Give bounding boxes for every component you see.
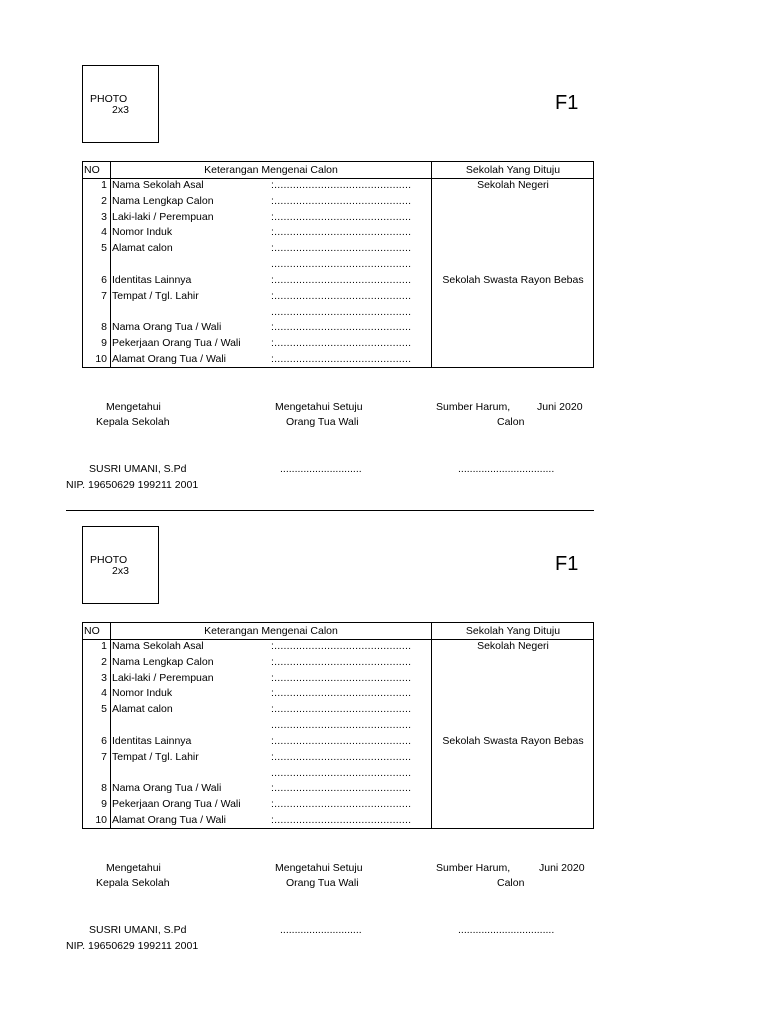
row-label: Identitas Lainnya	[112, 735, 192, 747]
row-number: 9	[101, 337, 107, 349]
row-number: 4	[101, 687, 107, 699]
row-number: 7	[101, 751, 107, 763]
school-option-public: Sekolah Negeri	[477, 640, 549, 652]
form-code: F1	[555, 553, 579, 575]
table-row	[83, 320, 593, 336]
photo-placeholder	[82, 65, 159, 143]
signature-label-acknowledge: Mengetahui	[106, 401, 161, 413]
principal-name: SUSRI UMANI, S.Pd	[89, 463, 187, 475]
row-number: 10	[95, 353, 107, 365]
signature-label-principal: Kepala Sekolah	[96, 877, 170, 889]
row-label: Nama Orang Tua / Wali	[112, 782, 222, 794]
row-label: Nama Sekolah Asal	[112, 640, 204, 652]
table-row	[83, 797, 593, 813]
row-number: 3	[101, 672, 107, 684]
signature-label-guardian: Orang Tua Wali	[286, 416, 359, 428]
row-label: Laki-laki / Perempuan	[112, 672, 214, 684]
signature-place: Sumber Harum,	[436, 862, 511, 874]
header-info: Keterangan Mengenai Calon	[204, 625, 338, 637]
fill-in-dots[interactable]: :............................................	[271, 735, 412, 747]
signature-place: Sumber Harum,	[436, 401, 511, 413]
signature-label-candidate: Calon	[497, 877, 525, 889]
fill-in-dots[interactable]: :............................................	[271, 321, 412, 333]
row-label: Laki-laki / Perempuan	[112, 211, 214, 223]
registration-form-2	[0, 461, 768, 952]
fill-in-dots[interactable]: :............................................	[271, 687, 412, 699]
signature-label-approve: Mengetahui Setuju	[275, 862, 363, 874]
header-school: Sekolah Yang Dituju	[465, 164, 561, 176]
row-label: Nomor Induk	[112, 687, 173, 699]
row-label: Nama Lengkap Calon	[112, 656, 214, 668]
row-number: 9	[101, 798, 107, 810]
fill-in-dots[interactable]: .............................................	[271, 767, 412, 779]
fill-in-dots[interactable]: :............................................	[271, 640, 412, 652]
row-label: Nama Orang Tua / Wali	[112, 321, 222, 333]
row-number: 4	[101, 226, 107, 238]
table-row	[83, 241, 593, 257]
header-info: Keterangan Mengenai Calon	[204, 164, 338, 176]
row-label: Alamat calon	[112, 242, 173, 254]
fill-in-dots[interactable]: :............................................	[271, 179, 412, 191]
row-number: 10	[95, 814, 107, 826]
row-number: 8	[101, 782, 107, 794]
fill-in-dots[interactable]: :............................................	[271, 782, 412, 794]
header-no: NO	[84, 164, 100, 176]
candidate-signature-line[interactable]: .................................	[458, 463, 555, 475]
table-row	[83, 194, 593, 210]
row-label: Alamat Orang Tua / Wali	[112, 353, 226, 365]
fill-in-dots[interactable]: :............................................	[271, 353, 412, 365]
fill-in-dots[interactable]: .............................................	[271, 306, 412, 318]
fill-in-dots[interactable]: :............................................	[271, 798, 412, 810]
table-row	[83, 655, 593, 671]
table-row	[83, 305, 593, 321]
fill-in-dots[interactable]: :............................................	[271, 337, 412, 349]
table-row	[83, 718, 593, 734]
row-number: 6	[101, 735, 107, 747]
header-no: NO	[84, 625, 100, 637]
table-row	[83, 686, 593, 702]
principal-nip: NIP. 19650629 199211 2001	[66, 940, 199, 952]
fill-in-dots[interactable]: :............................................	[271, 703, 412, 715]
table-row	[83, 225, 593, 241]
row-label: Tempat / Tgl. Lahir	[112, 751, 199, 763]
fill-in-dots[interactable]: :............................................	[271, 226, 412, 238]
fill-in-dots[interactable]: :............................................	[271, 290, 412, 302]
signature-label-guardian: Orang Tua Wali	[286, 877, 359, 889]
row-label: Identitas Lainnya	[112, 274, 192, 286]
fill-in-dots[interactable]: :............................................	[271, 274, 412, 286]
row-number: 2	[101, 656, 107, 668]
table-row	[83, 289, 593, 305]
school-option-private: Sekolah Swasta Rayon Bebas	[442, 274, 584, 286]
fill-in-dots[interactable]: .............................................	[271, 258, 412, 270]
signature-label-principal: Kepala Sekolah	[96, 416, 170, 428]
signature-date: Juni 2020	[537, 401, 583, 413]
guardian-signature-line[interactable]: ............................	[280, 463, 362, 475]
fill-in-dots[interactable]: :............................................	[271, 672, 412, 684]
row-number: 6	[101, 274, 107, 286]
principal-nip: NIP. 19650629 199211 2001	[66, 479, 199, 491]
row-number: 8	[101, 321, 107, 333]
row-label: Nama Lengkap Calon	[112, 195, 214, 207]
photo-size-label: 2x3	[112, 565, 129, 577]
photo-label: PHOTO	[90, 93, 128, 105]
signature-label-acknowledge: Mengetahui	[106, 862, 161, 874]
candidate-table	[82, 622, 594, 829]
table-row	[83, 781, 593, 797]
guardian-signature-line[interactable]: ............................	[280, 924, 362, 936]
table-row	[83, 352, 593, 368]
row-number: 5	[101, 703, 107, 715]
table-row	[83, 702, 593, 718]
row-label: Nama Sekolah Asal	[112, 179, 204, 191]
fill-in-dots[interactable]: :............................................	[271, 195, 412, 207]
photo-placeholder	[82, 526, 159, 604]
row-number: 7	[101, 290, 107, 302]
table-row	[83, 750, 593, 766]
row-label: Alamat calon	[112, 703, 173, 715]
fill-in-dots[interactable]: :............................................	[271, 814, 412, 826]
row-label: Pekerjaan Orang Tua / Wali	[112, 337, 241, 349]
fill-in-dots[interactable]: :............................................	[271, 211, 412, 223]
table-row	[83, 257, 593, 273]
table-row	[83, 336, 593, 352]
school-option-private: Sekolah Swasta Rayon Bebas	[442, 735, 584, 747]
school-option-public: Sekolah Negeri	[477, 179, 549, 191]
row-number: 2	[101, 195, 107, 207]
photo-size-label: 2x3	[112, 104, 129, 116]
row-label: Pekerjaan Orang Tua / Wali	[112, 798, 241, 810]
principal-name: SUSRI UMANI, S.Pd	[89, 924, 187, 936]
signature-label-candidate: Calon	[497, 416, 525, 428]
table-row	[83, 671, 593, 687]
row-number: 1	[101, 640, 107, 652]
table-row	[83, 766, 593, 782]
row-label: Alamat Orang Tua / Wali	[112, 814, 226, 826]
fill-in-dots[interactable]: :............................................	[271, 751, 412, 763]
row-number: 3	[101, 211, 107, 223]
table-row	[83, 813, 593, 829]
row-number: 5	[101, 242, 107, 254]
header-school: Sekolah Yang Dituju	[465, 625, 561, 637]
row-label: Nomor Induk	[112, 226, 173, 238]
table-row	[83, 210, 593, 226]
row-label: Tempat / Tgl. Lahir	[112, 290, 199, 302]
signature-label-approve: Mengetahui Setuju	[275, 401, 363, 413]
fill-in-dots[interactable]: :............................................	[271, 242, 412, 254]
fill-in-dots[interactable]: .............................................	[271, 719, 412, 731]
candidate-signature-line[interactable]: .................................	[458, 924, 555, 936]
registration-form-1	[0, 0, 768, 491]
photo-label: PHOTO	[90, 554, 128, 566]
signature-date: Juni 2020	[539, 862, 585, 874]
form-code: F1	[555, 92, 579, 114]
row-number: 1	[101, 179, 107, 191]
candidate-table	[82, 161, 594, 368]
fill-in-dots[interactable]: :............................................	[271, 656, 412, 668]
